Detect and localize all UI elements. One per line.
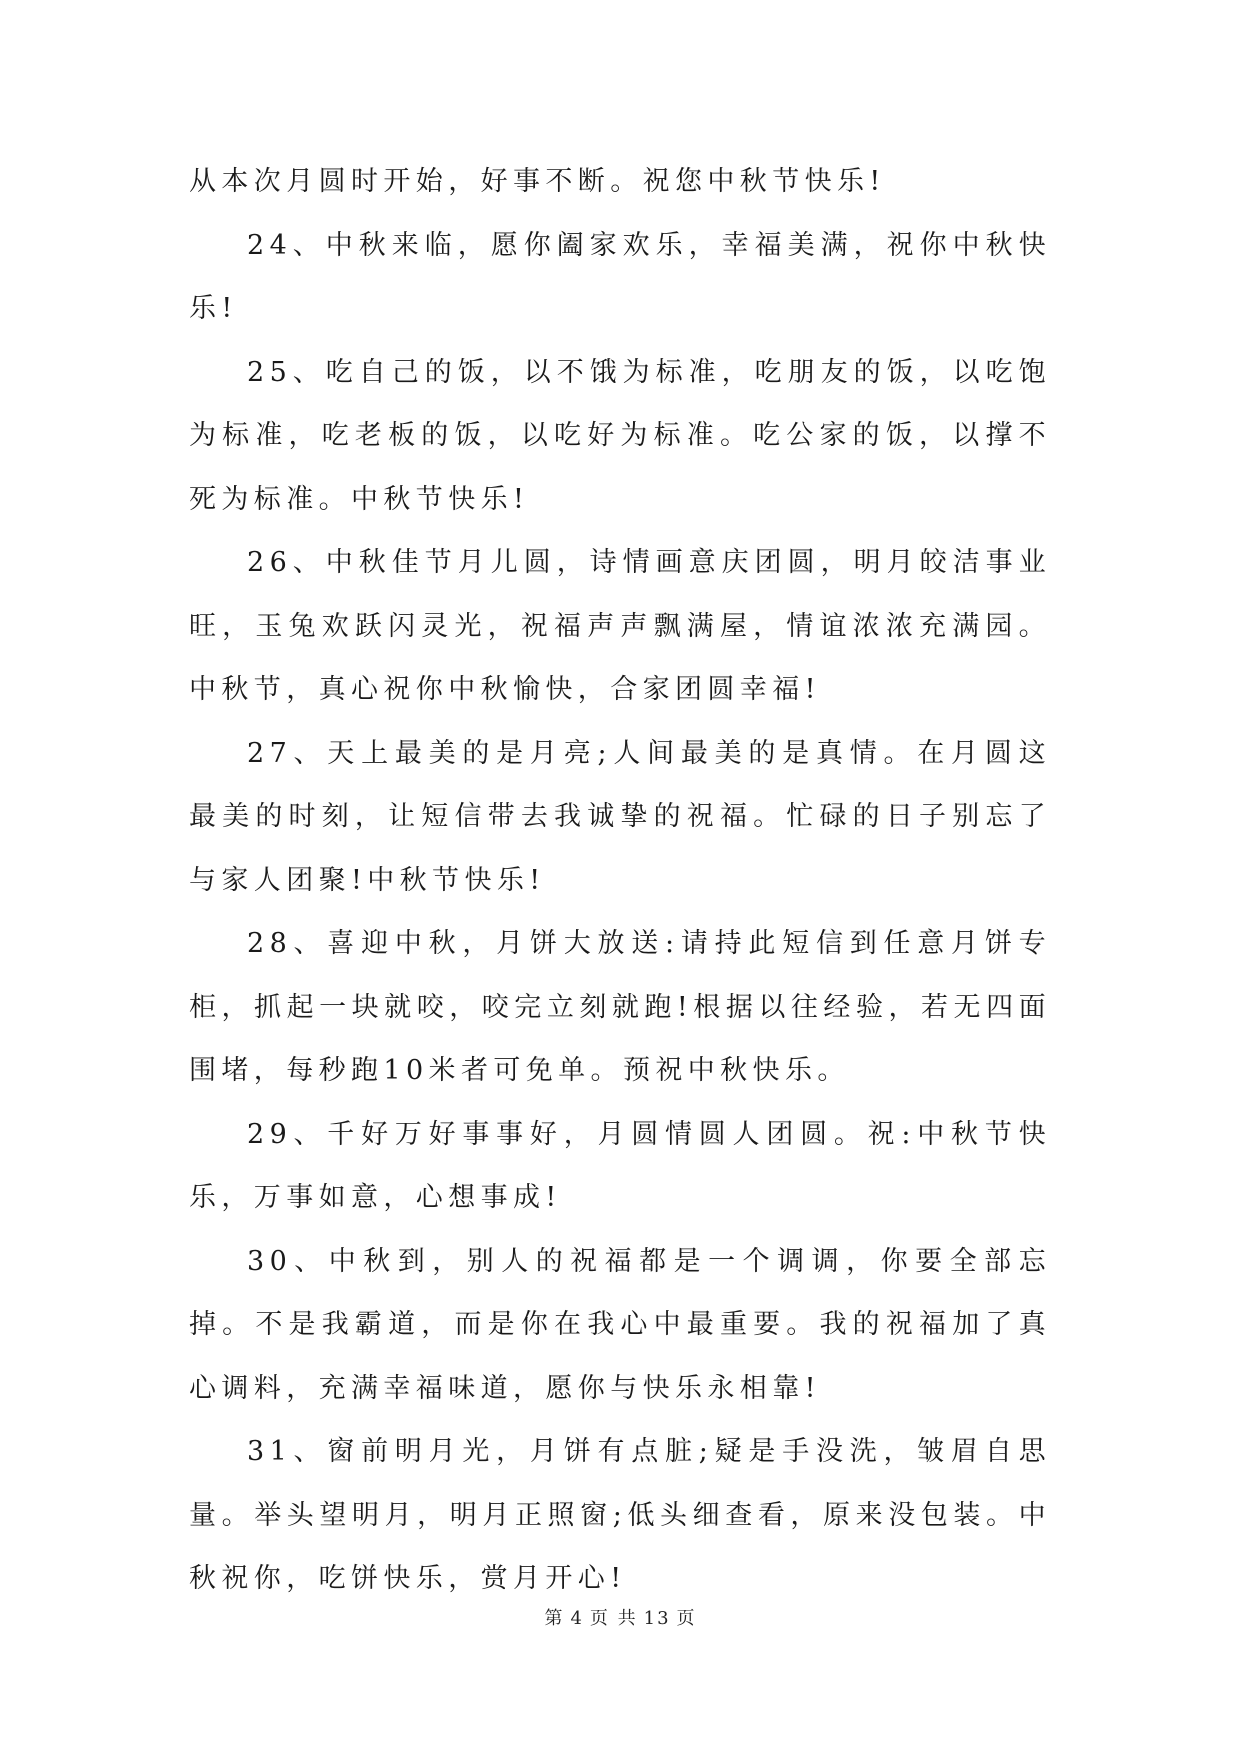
document-body bbox=[189, 150, 1051, 1611]
paragraph-item-31: 31、窗前明月光，月饼有点脏;疑是手没洗，皱眉自思量。举头望明月，明月正照窗;低头细查看，原来没包装。中秋祝你，吃饼快乐，赏月开心! bbox=[189, 1436, 1051, 1594]
paragraph-continuation: 从本次月圆时开始，好事不断。祝您中秋节快乐! bbox=[189, 166, 886, 197]
paragraph-item-27: 27、天上最美的是月亮;人间最美的是真情。在月圆这最美的时刻，让短信带去我诚挚的祝福。忙碌的日子别忘了与家人团聚!中秋节快乐! bbox=[189, 737, 1051, 896]
paragraph-item-24: 24、中秋来临，愿你阖家欢乐，幸福美满，祝你中秋快乐! bbox=[189, 229, 1051, 324]
page-footer bbox=[0, 1604, 1241, 1630]
footer-total-pages: 13 bbox=[643, 1608, 671, 1629]
footer-prefix: 第 bbox=[544, 1608, 565, 1629]
footer-current-page: 4 bbox=[570, 1608, 584, 1629]
footer-suffix: 页 bbox=[676, 1608, 697, 1629]
paragraph-item-30: 30、中秋到，别人的祝福都是一个调调，你要全部忘掉。不是我霸道，而是你在我心中最重要。我的祝福加了真心调料，充满幸福味道，愿你与快乐永相靠! bbox=[189, 1245, 1051, 1404]
paragraph-item-26: 26、中秋佳节月儿圆，诗情画意庆团圆，明月皎洁事业旺，玉兔欢跃闪灵光，祝福声声飘满屋，情谊浓浓充满园。中秋节，真心祝你中秋愉快，合家团圆幸福! bbox=[189, 547, 1051, 705]
footer-middle: 页 共 bbox=[589, 1608, 638, 1629]
paragraph-item-28: 28、喜迎中秋，月饼大放送:请持此短信到任意月饼专柜，抓起一块就咬，咬完立刻就跑!根据以往经验，若无四面围堵，每秒跑10米者可免单。预祝中秋快乐。 bbox=[189, 928, 1051, 1086]
paragraph-item-25: 25、吃自己的饭，以不饿为标准，吃朋友的饭，以吃饱为标准，吃老板的饭，以吃好为标准。吃公家的饭，以撑不死为标准。中秋节快乐! bbox=[189, 356, 1051, 515]
paragraph-item-29: 29、千好万好事事好，月圆情圆人团圆。祝:中秋节快乐，万事如意，心想事成! bbox=[189, 1118, 1051, 1213]
